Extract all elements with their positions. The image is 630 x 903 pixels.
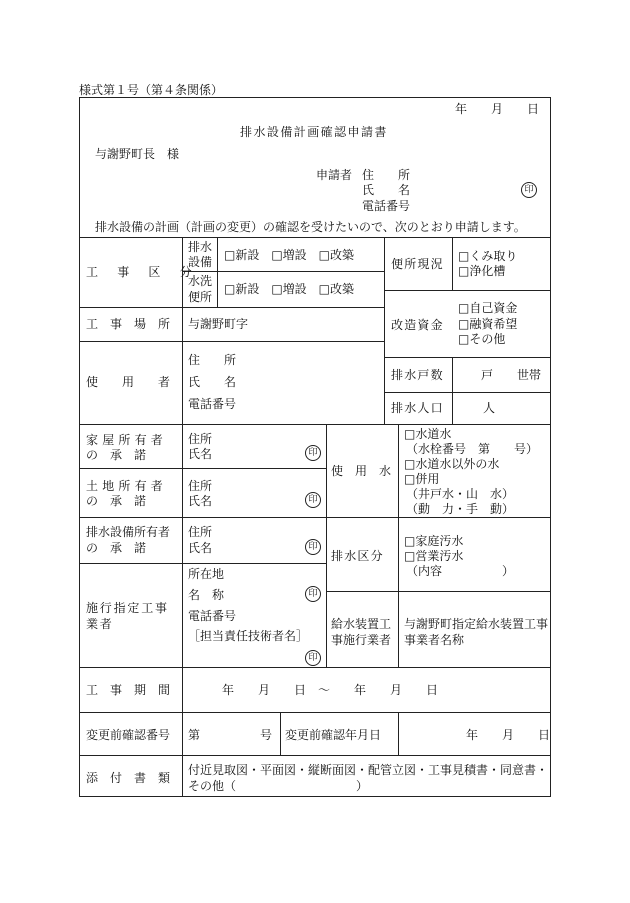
facility-owner-name: 氏名 [188, 541, 213, 555]
period-label: 工 事 期 間 [86, 683, 171, 697]
user-name: 氏 名 [188, 375, 237, 389]
land-owner-address: 住所 [188, 479, 213, 493]
water-use-opt3-sub1: （井戸水・山 水） [406, 487, 515, 501]
toilet-options: □新設 □増設 □改築 [224, 282, 355, 296]
water-use-opt1: □水道水 [404, 427, 452, 441]
water-supply-value: 与謝野町指定給水装置工事事業者名称 [404, 617, 549, 647]
toilet-label-1: 水洗 [188, 274, 213, 288]
facility-owner-seal-icon: 印 [305, 539, 321, 555]
water-use-opt2: □水道水以外の水 [404, 457, 500, 471]
period-value: 年 月 日 〜 年 月 日 [222, 683, 439, 697]
location-value: 与謝野町字 [188, 317, 249, 331]
drain-class-label: 排水区分 [331, 549, 384, 563]
drain-label-2: 設備 [188, 255, 213, 269]
contractor-engineer: ［担当責任技術者名］ [188, 629, 309, 643]
funding-opt2: □融資希望 [458, 317, 518, 331]
land-owner-label-1: 土地所有者 [86, 479, 168, 493]
persons-value: 人 [483, 401, 496, 415]
drain-class-opt1: □家庭汚水 [404, 534, 464, 548]
drain-label-1: 排水 [188, 240, 213, 254]
house-owner-label-1: 家屋所有者 [86, 433, 168, 447]
facility-owner-address: 住所 [188, 525, 213, 539]
land-owner-seal-icon: 印 [305, 492, 321, 508]
toilet-label-2: 便所 [188, 290, 213, 304]
date-line: 年 月 日 [455, 102, 540, 116]
attachments-label: 添 付 書 類 [86, 771, 171, 785]
contractor-name: 名 称 [188, 588, 225, 602]
user-label: 使 用 者 [86, 375, 171, 389]
contractor-label: 施行指定工事業者 [86, 601, 169, 631]
form-number: 様式第１号（第４条関係） [79, 83, 224, 97]
applicant-label: 申請者 [316, 168, 353, 182]
applicant-phone: 電話番号 [362, 199, 411, 213]
prior-date-value: 年 月 日 [466, 728, 551, 742]
user-address: 住 所 [188, 353, 237, 367]
toilet-status-label: 便所現況 [391, 257, 444, 271]
prior-number-value: 第 号 [188, 728, 273, 742]
funding-opt1: □自己資金 [458, 301, 518, 315]
user-phone: 電話番号 [188, 397, 237, 411]
contractor-phone: 電話番号 [188, 609, 237, 623]
toilet-status-opt2: □浄化槽 [458, 264, 506, 278]
land-owner-label-2: の 承 諾 [86, 494, 147, 508]
toilet-status-opt1: □くみ取り [458, 249, 518, 263]
facility-owner-label-2: の 承 諾 [86, 541, 147, 555]
persons-label: 排水人口 [391, 401, 444, 415]
applicant-address: 住 所 [362, 168, 411, 182]
drain-class-opt2-sub: （内容 ） [406, 564, 515, 578]
contractor-location: 所在地 [188, 567, 225, 581]
addressee: 与謝野町長 様 [95, 147, 180, 161]
engineer-seal-icon: 印 [305, 650, 321, 666]
house-owner-label-2: の 承 諾 [86, 448, 147, 462]
form-title: 排水設備計画確認申請書 [240, 125, 388, 139]
prior-date-label: 変更前確認年月日 [285, 728, 382, 742]
water-use-opt1-sub: （水栓番号 第 号） [406, 442, 539, 456]
house-owner-seal-icon: 印 [305, 445, 321, 461]
funding-label: 改造資金 [391, 318, 444, 332]
water-use-label: 使 用 水 [331, 464, 392, 478]
water-use-opt3: □併用 [404, 472, 440, 486]
work-type-label: 工 事 区 分 [86, 265, 196, 279]
facility-owner-label-1: 排水設備所有者 [86, 525, 171, 539]
location-label: 工 事 場 所 [86, 317, 171, 331]
attachments-value: 付近見取図・平面図・縦断面図・配管立図・工事見積書・同意書・その他（ ） [188, 763, 549, 793]
water-supply-label: 給水装置工事施行業者 [331, 617, 392, 647]
drain-class-opt2: □営業汚水 [404, 549, 464, 563]
house-owner-address: 住所 [188, 432, 213, 446]
prior-number-label: 変更前確認番号 [86, 728, 171, 742]
applicant-name: 氏 名 [362, 183, 411, 197]
applicant-seal-icon: 印 [521, 182, 537, 198]
house-owner-name: 氏名 [188, 447, 213, 461]
drain-options: □新設 □増設 □改築 [224, 248, 355, 262]
water-use-opt3-sub2: （動 力・手 動） [406, 502, 515, 516]
households-value: 戸 世帯 [481, 368, 542, 382]
contractor-seal-icon: 印 [305, 586, 321, 602]
funding-opt3: □その他 [458, 332, 506, 346]
intro-text: 排水設備の計画（計画の変更）の確認を受けたいので、次のとおり申請します。 [95, 220, 526, 234]
households-label: 排水戸数 [391, 368, 444, 382]
land-owner-name: 氏名 [188, 494, 213, 508]
